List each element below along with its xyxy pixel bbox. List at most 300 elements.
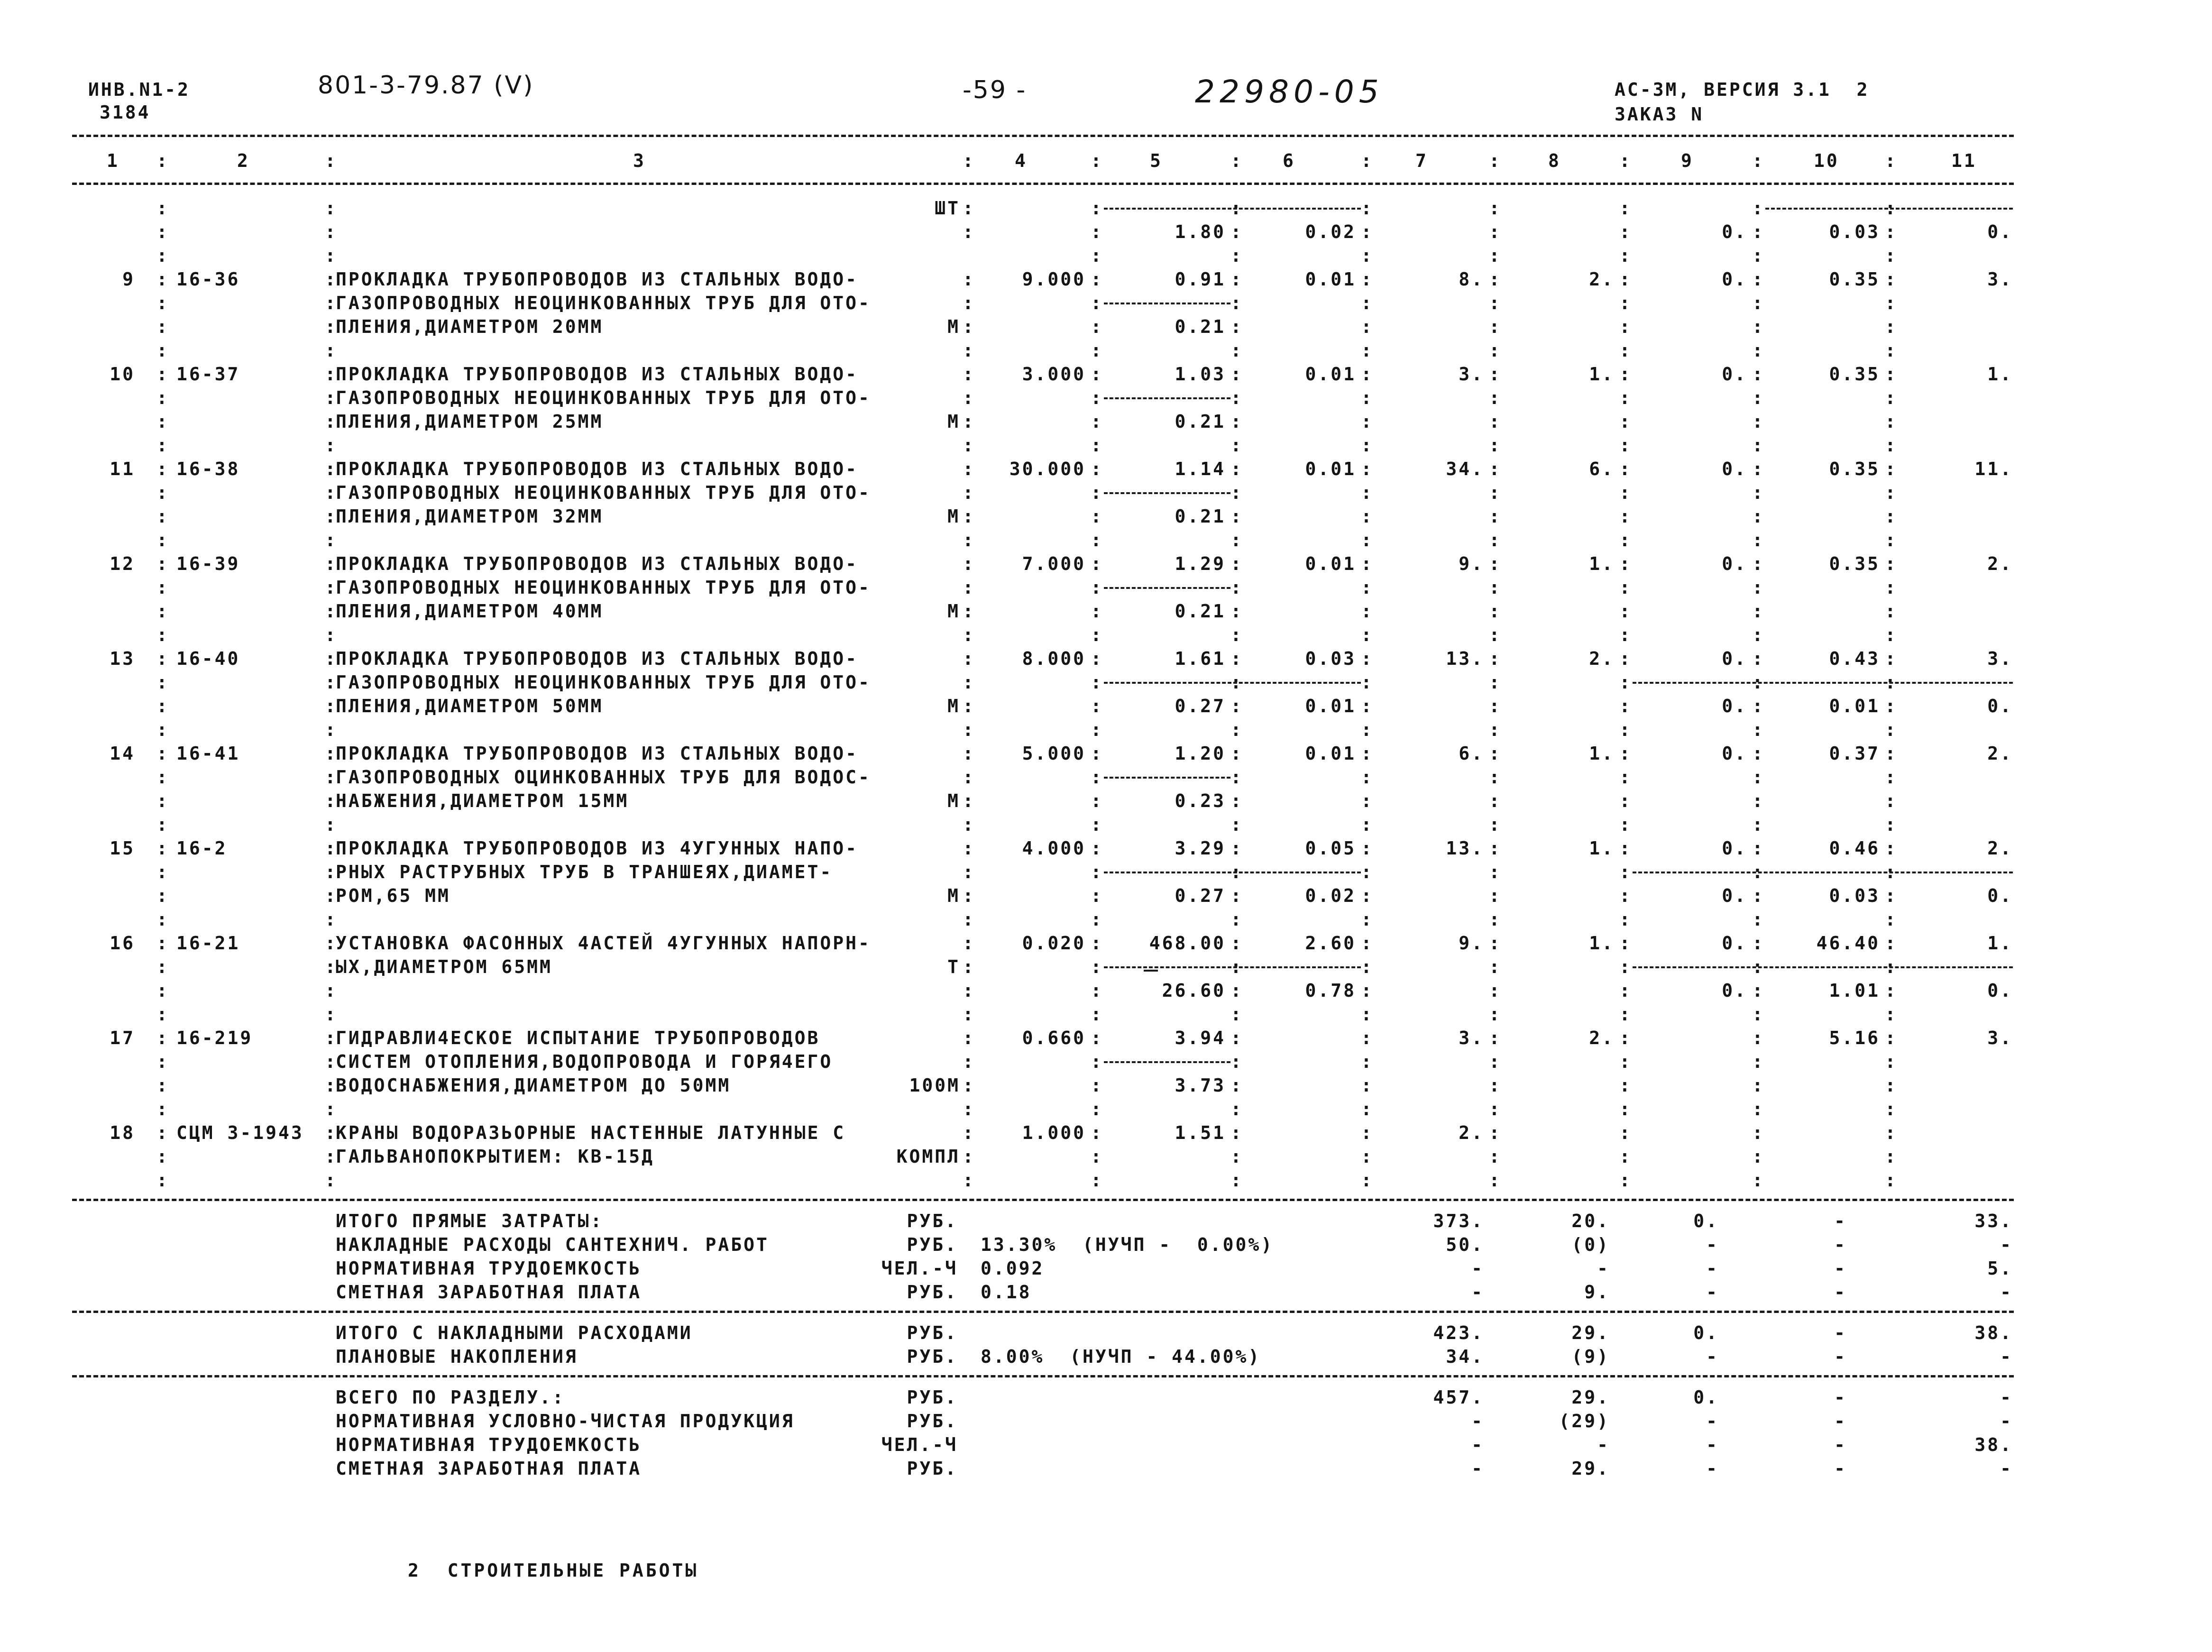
version-label: АС-3М, ВЕРСИЯ 3.1 2 bbox=[1615, 79, 1870, 100]
column-separator: : bbox=[1885, 696, 1898, 716]
document-number: 22980-05 bbox=[1195, 73, 1384, 110]
column-separator: : bbox=[1361, 1051, 1374, 1072]
column-separator: : bbox=[1361, 506, 1374, 527]
column-separator: : bbox=[156, 577, 169, 598]
column-separator: : bbox=[1361, 150, 1374, 171]
column-separator: : bbox=[1091, 648, 1103, 669]
column-separator: : bbox=[1361, 767, 1374, 788]
column-separator: : bbox=[1885, 530, 1898, 551]
column-separator: : bbox=[156, 387, 169, 408]
column-separator: : bbox=[963, 553, 975, 574]
total-machine: 0. bbox=[1693, 1211, 1719, 1231]
column-separator: : bbox=[325, 767, 338, 788]
column-separator: : bbox=[1230, 672, 1243, 693]
column-separator: : bbox=[963, 221, 975, 242]
labor-unit: 0.35 bbox=[1829, 553, 1880, 574]
column-separator: : bbox=[1885, 648, 1898, 669]
column-separator: : bbox=[1619, 387, 1632, 408]
labor-total: - bbox=[2000, 1282, 2013, 1303]
item-description: ГАЗОПРОВОДНЫХ НЕОЦИНКОВАННЫХ ТРУБ ДЛЯ ОТО- bbox=[336, 387, 871, 408]
column-separator: : bbox=[1489, 838, 1502, 859]
cell-divider bbox=[1104, 1061, 1230, 1063]
column-separator: : bbox=[1752, 221, 1765, 242]
column-separator: : bbox=[1885, 672, 1898, 693]
labor-total: 38. bbox=[1974, 1322, 2013, 1343]
total-machine: 0. bbox=[1722, 364, 1747, 385]
total-cost: 9. bbox=[1459, 933, 1484, 954]
column-separator: : bbox=[1885, 245, 1898, 266]
column-separator: : bbox=[325, 885, 338, 906]
machine-wage: 0.02 bbox=[1305, 885, 1356, 906]
labor-total-b: 0. bbox=[1987, 885, 2013, 906]
quantity: 5.000 bbox=[1022, 743, 1086, 764]
column-number: 9 bbox=[1681, 150, 1694, 171]
column-separator: : bbox=[325, 316, 338, 337]
direct-costs-label: ИТОГО ПРЯМЫЕ ЗАТРАТЫ: bbox=[336, 1211, 604, 1231]
cell-divider bbox=[1104, 872, 1361, 873]
column-separator: : bbox=[1489, 956, 1502, 977]
column-separator: : bbox=[963, 719, 975, 740]
column-separator: : bbox=[1091, 672, 1103, 693]
column-separator: : bbox=[1619, 553, 1632, 574]
column-separator: : bbox=[1752, 316, 1765, 337]
column-separator: : bbox=[1361, 956, 1374, 977]
column-separator: : bbox=[1230, 885, 1243, 906]
column-separator: : bbox=[1885, 909, 1898, 930]
column-separator: : bbox=[1361, 743, 1374, 764]
column-separator: : bbox=[156, 601, 169, 622]
column-separator: : bbox=[1619, 340, 1632, 361]
total-machine: 0. bbox=[1722, 459, 1747, 479]
labor-total: 3. bbox=[1987, 269, 2013, 290]
machine-cost: 0.01 bbox=[1305, 459, 1356, 479]
column-separator: : bbox=[1885, 506, 1898, 527]
column-separator: : bbox=[325, 387, 338, 408]
unit-label: РУБ. bbox=[907, 1282, 958, 1303]
item-description: ПРОКЛАДКА ТРУБОПРОВОДОВ ИЗ СТАЛЬНЫХ ВОДО- bbox=[336, 364, 858, 385]
item-description: УСТАНОВКА ФАСОННЫХ 4АСТЕЙ 4УГУННЫХ НАПОРН- bbox=[336, 933, 871, 954]
column-separator: : bbox=[1619, 198, 1632, 219]
column-separator: : bbox=[1752, 1004, 1765, 1025]
total-wage: (29) bbox=[1559, 1411, 1610, 1432]
column-separator: : bbox=[325, 814, 338, 835]
column-separator: : bbox=[1091, 838, 1103, 859]
column-separator: : bbox=[1752, 364, 1765, 385]
column-separator: : bbox=[1619, 435, 1632, 456]
item-description: ПЛЕНИЯ,ДИАМЕТРОМ 20ММ bbox=[336, 316, 604, 337]
column-separator: : bbox=[1361, 364, 1374, 385]
column-separator: : bbox=[1091, 719, 1103, 740]
column-separator: : bbox=[1752, 1028, 1765, 1048]
total-cost: 3. bbox=[1459, 1028, 1484, 1048]
total-machine: - bbox=[1706, 1411, 1719, 1432]
column-separator: : bbox=[1230, 933, 1243, 954]
column-separator: : bbox=[963, 316, 975, 337]
column-separator: : bbox=[1885, 719, 1898, 740]
column-separator: : bbox=[1752, 601, 1765, 622]
machine-cost: 2.60 bbox=[1305, 933, 1356, 954]
column-separator: : bbox=[963, 838, 975, 859]
item-description: ПЛЕНИЯ,ДИАМЕТРОМ 50ММ bbox=[336, 696, 604, 716]
column-separator: : bbox=[963, 150, 975, 171]
column-separator: : bbox=[1489, 1028, 1502, 1048]
column-separator: : bbox=[1885, 482, 1898, 503]
column-separator: : bbox=[1489, 672, 1502, 693]
column-separator: : bbox=[1091, 790, 1103, 811]
column-separator: : bbox=[1752, 933, 1765, 954]
item-number: 17 bbox=[110, 1028, 135, 1048]
column-separator: : bbox=[156, 435, 169, 456]
item-number: 18 bbox=[110, 1122, 135, 1143]
column-separator: : bbox=[1091, 1028, 1103, 1048]
column-number: 6 bbox=[1283, 150, 1295, 171]
column-separator: : bbox=[1230, 1122, 1243, 1143]
column-separator: : bbox=[1885, 743, 1898, 764]
unit-label: КОМПЛ bbox=[896, 1146, 960, 1167]
column-separator: : bbox=[1885, 387, 1898, 408]
labor-total: 3. bbox=[1987, 1028, 2013, 1048]
item-number: 12 bbox=[110, 553, 135, 574]
column-separator: : bbox=[1091, 221, 1103, 242]
column-separator: : bbox=[1091, 269, 1103, 290]
column-separator: : bbox=[1230, 1075, 1243, 1096]
unit-cost: 1.61 bbox=[1175, 648, 1226, 669]
column-separator: : bbox=[1489, 198, 1502, 219]
item-number: 15 bbox=[110, 838, 135, 859]
column-separator: : bbox=[1489, 245, 1502, 266]
column-separator: : bbox=[1091, 340, 1103, 361]
column-separator: : bbox=[963, 885, 975, 906]
column-separator: : bbox=[963, 956, 975, 977]
column-separator: : bbox=[1230, 411, 1243, 432]
item-code: 16-38 bbox=[176, 459, 240, 479]
direct-costs-label: СМЕТНАЯ ЗАРАБОТНАЯ ПЛАТА bbox=[336, 1282, 642, 1303]
column-separator: : bbox=[1489, 909, 1502, 930]
column-separator: : bbox=[1091, 293, 1103, 313]
column-separator: : bbox=[1230, 743, 1243, 764]
total-wage: 9. bbox=[1584, 1282, 1610, 1303]
total-cost: 6. bbox=[1459, 743, 1484, 764]
section-totals-label: ВСЕГО ПО РАЗДЕЛУ.: bbox=[336, 1387, 565, 1408]
column-separator: : bbox=[1619, 150, 1632, 171]
column-separator: : bbox=[1619, 482, 1632, 503]
item-description: ПЛЕНИЯ,ДИАМЕТРОМ 32ММ bbox=[336, 506, 604, 527]
column-header-rule bbox=[72, 183, 2014, 185]
item-code: 16-40 bbox=[176, 648, 240, 669]
column-separator: : bbox=[963, 672, 975, 693]
item-description: ГАЗОПРОВОДНЫХ НЕОЦИНКОВАННЫХ ТРУБ ДЛЯ ОТО- bbox=[336, 482, 871, 503]
column-separator: : bbox=[1361, 577, 1374, 598]
column-separator: : bbox=[1091, 1146, 1103, 1167]
labor-total: - bbox=[2000, 1458, 2013, 1479]
column-separator: : bbox=[1885, 814, 1898, 835]
labor-total: 1. bbox=[1987, 364, 2013, 385]
column-separator: : bbox=[1752, 909, 1765, 930]
column-separator: : bbox=[325, 1004, 338, 1025]
column-separator: : bbox=[1230, 980, 1243, 1001]
header-rule bbox=[72, 135, 2014, 137]
column-separator: : bbox=[1230, 648, 1243, 669]
column-separator: : bbox=[1619, 743, 1632, 764]
item-description: СИСТЕМ ОТОПЛЕНИЯ,ВОДОПРОВОДА И ГОРЯ4ЕГО bbox=[336, 1051, 833, 1072]
total-cost: 373. bbox=[1433, 1211, 1484, 1231]
total-machine: 0. bbox=[1722, 933, 1747, 954]
total-wage: 1. bbox=[1589, 933, 1615, 954]
column-separator: : bbox=[156, 1099, 169, 1120]
column-separator: : bbox=[1489, 553, 1502, 574]
column-separator: : bbox=[1230, 553, 1243, 574]
labor-total: 2. bbox=[1987, 553, 2013, 574]
column-separator: : bbox=[325, 933, 338, 954]
column-separator: : bbox=[156, 293, 169, 313]
column-separator: : bbox=[963, 814, 975, 835]
labor-total-b: 0. bbox=[1987, 980, 2013, 1001]
column-separator: : bbox=[1489, 1051, 1502, 1072]
column-separator: : bbox=[963, 767, 975, 788]
column-separator: : bbox=[1091, 459, 1103, 479]
column-separator: : bbox=[1752, 198, 1765, 219]
column-separator: : bbox=[1885, 885, 1898, 906]
column-separator: : bbox=[1752, 885, 1765, 906]
cell-value: 0.03 bbox=[1829, 221, 1880, 242]
total-machine-wage: 0. bbox=[1722, 980, 1747, 1001]
column-separator: : bbox=[1361, 340, 1374, 361]
column-separator: : bbox=[1091, 506, 1103, 527]
quantity: 8.000 bbox=[1022, 648, 1086, 669]
column-separator: : bbox=[1091, 909, 1103, 930]
cell-value: 1.80 bbox=[1175, 221, 1226, 242]
column-separator: : bbox=[156, 696, 169, 716]
labor-unit: 0.35 bbox=[1829, 459, 1880, 479]
item-description: ГИДРАВЛИ4ЕСКОЕ ИСПЫТАНИЕ ТРУБОПРОВОДОВ bbox=[336, 1028, 820, 1048]
column-separator: : bbox=[963, 293, 975, 313]
column-separator: : bbox=[963, 1122, 975, 1143]
total-machine-wage: 0. bbox=[1722, 885, 1747, 906]
column-separator: : bbox=[1885, 624, 1898, 645]
section-heading: 2 СТРОИТЕЛЬНЫЕ РАБОТЫ bbox=[408, 1560, 699, 1581]
item-number: 16 bbox=[110, 933, 135, 954]
item-description: ПРОКЛАДКА ТРУБОПРОВОДОВ ИЗ 4УГУННЫХ НАПО- bbox=[336, 838, 858, 859]
item-number: 11 bbox=[110, 459, 135, 479]
column-separator: : bbox=[1619, 980, 1632, 1001]
column-separator: : bbox=[1361, 459, 1374, 479]
column-separator: : bbox=[1091, 956, 1103, 977]
column-separator: : bbox=[325, 980, 338, 1001]
column-separator: : bbox=[1361, 316, 1374, 337]
item-code: 16-41 bbox=[176, 743, 240, 764]
quantity: 0.020 bbox=[1022, 933, 1086, 954]
column-separator: : bbox=[1230, 624, 1243, 645]
column-separator: : bbox=[1230, 293, 1243, 313]
column-separator: : bbox=[1885, 1099, 1898, 1120]
column-separator: : bbox=[1230, 956, 1243, 977]
column-separator: : bbox=[1619, 1004, 1632, 1025]
column-separator: : bbox=[963, 743, 975, 764]
column-separator: : bbox=[156, 150, 169, 171]
column-separator: : bbox=[156, 1004, 169, 1025]
column-separator: : bbox=[1091, 530, 1103, 551]
item-description: ПЛЕНИЯ,ДИАМЕТРОМ 40ММ bbox=[336, 601, 604, 622]
cell-divider bbox=[1104, 587, 1230, 589]
column-separator: : bbox=[156, 1028, 169, 1048]
column-number: 10 bbox=[1814, 150, 1839, 171]
column-separator: : bbox=[963, 1170, 975, 1191]
column-separator: : bbox=[1361, 198, 1374, 219]
column-separator: : bbox=[325, 648, 338, 669]
column-separator: : bbox=[1885, 364, 1898, 385]
column-separator: : bbox=[1091, 577, 1103, 598]
wage-cost: 3.73 bbox=[1175, 1075, 1226, 1096]
column-separator: : bbox=[325, 577, 338, 598]
column-separator: : bbox=[1619, 506, 1632, 527]
unit-label: РУБ. bbox=[907, 1411, 958, 1432]
column-separator: : bbox=[1619, 624, 1632, 645]
total-cost: 2. bbox=[1459, 1122, 1484, 1143]
labor-unit: 0.35 bbox=[1829, 364, 1880, 385]
column-separator: : bbox=[963, 696, 975, 716]
column-separator: : bbox=[325, 838, 338, 859]
column-separator: : bbox=[1361, 293, 1374, 313]
column-separator: : bbox=[1091, 245, 1103, 266]
column-separator: : bbox=[1752, 1170, 1765, 1191]
item-code: 16-21 bbox=[176, 933, 240, 954]
column-separator: : bbox=[1619, 1099, 1632, 1120]
column-separator: : bbox=[1361, 1146, 1374, 1167]
column-separator: : bbox=[1489, 482, 1502, 503]
column-separator: : bbox=[1091, 411, 1103, 432]
column-separator: : bbox=[1885, 933, 1898, 954]
column-separator: : bbox=[1752, 340, 1765, 361]
item-code: 16-36 bbox=[176, 269, 240, 290]
labor-total: - bbox=[2000, 1346, 2013, 1367]
column-separator: : bbox=[1361, 530, 1374, 551]
cell-divider bbox=[1104, 777, 1230, 779]
column-separator: : bbox=[1489, 1146, 1502, 1167]
total-machine: 0. bbox=[1722, 838, 1747, 859]
column-separator: : bbox=[963, 790, 975, 811]
total-machine: - bbox=[1706, 1234, 1719, 1255]
unit-label: РУБ. bbox=[907, 1346, 958, 1367]
column-separator: : bbox=[156, 245, 169, 266]
column-separator: : bbox=[1230, 459, 1243, 479]
column-separator: : bbox=[1619, 696, 1632, 716]
column-separator: : bbox=[156, 530, 169, 551]
column-separator: : bbox=[1752, 387, 1765, 408]
unit-label: 100М bbox=[909, 1075, 960, 1096]
labor-total: 2. bbox=[1987, 743, 2013, 764]
column-separator: : bbox=[1489, 862, 1502, 882]
unit-cost: 0.91 bbox=[1175, 269, 1226, 290]
column-separator: : bbox=[1361, 435, 1374, 456]
cell-divider bbox=[1104, 966, 1361, 968]
project-code: 801-3-79.87 (V) bbox=[318, 71, 534, 100]
labor-unit-b: 0.03 bbox=[1829, 885, 1880, 906]
column-separator: : bbox=[1489, 530, 1502, 551]
total-machine-wage: 0. bbox=[1722, 696, 1747, 716]
labor-unit: 0.46 bbox=[1829, 838, 1880, 859]
column-separator: : bbox=[1489, 767, 1502, 788]
item-description: ПРОКЛАДКА ТРУБОПРОВОДОВ ИЗ СТАЛЬНЫХ ВОДО- bbox=[336, 553, 858, 574]
column-separator: : bbox=[325, 150, 338, 171]
total-wage: 1. bbox=[1589, 364, 1615, 385]
column-separator: : bbox=[156, 364, 169, 385]
column-separator: : bbox=[1885, 150, 1898, 171]
column-separator: : bbox=[1091, 1170, 1103, 1191]
column-separator: : bbox=[1752, 838, 1765, 859]
cell-divider bbox=[1633, 682, 2013, 684]
column-separator: : bbox=[1619, 956, 1632, 977]
column-separator: : bbox=[156, 956, 169, 977]
machine-wage: 0.78 bbox=[1305, 980, 1356, 1001]
column-separator: : bbox=[1752, 482, 1765, 503]
labor-total-b: 0. bbox=[1987, 696, 2013, 716]
unit-label: РУБ. bbox=[907, 1387, 958, 1408]
column-separator: : bbox=[1489, 980, 1502, 1001]
column-separator: : bbox=[1619, 862, 1632, 882]
total-wage: 1. bbox=[1589, 838, 1615, 859]
column-separator: : bbox=[156, 198, 169, 219]
column-separator: : bbox=[156, 1122, 169, 1143]
item-description: ЫХ,ДИАМЕТРОМ 65ММ bbox=[336, 956, 552, 977]
column-separator: : bbox=[1619, 790, 1632, 811]
column-separator: : bbox=[156, 767, 169, 788]
unit-label: РУБ. bbox=[907, 1458, 958, 1479]
item-description: КРАНЫ ВОДОРАЗЬОРНЫЕ НАСТЕННЫЕ ЛАТУННЫЕ С bbox=[336, 1122, 846, 1143]
direct-costs-label: НОРМАТИВНАЯ ТРУДОЕМКОСТЬ bbox=[336, 1258, 642, 1279]
unit-cost: 3.94 bbox=[1175, 1028, 1226, 1048]
column-separator: : bbox=[963, 364, 975, 385]
item-description: РНЫХ РАСТРУБНЫХ ТРУБ В ТРАНШЕЯХ,ДИАМЕТ- bbox=[336, 862, 833, 882]
item-description: НАБЖЕНИЯ,ДИАМЕТРОМ 15ММ bbox=[336, 790, 629, 811]
column-separator: : bbox=[1091, 743, 1103, 764]
overhead-totals-label: ИТОГО С НАКЛАДНЫМИ РАСХОДАМИ bbox=[336, 1322, 693, 1343]
column-separator: : bbox=[1752, 980, 1765, 1001]
item-description: РОМ,65 ММ bbox=[336, 885, 450, 906]
column-separator: : bbox=[1091, 316, 1103, 337]
column-separator: : bbox=[325, 245, 338, 266]
total-machine: - bbox=[1706, 1346, 1719, 1367]
labor-total: 11. bbox=[1974, 459, 2013, 479]
item-description: ВОДОСНАБЖЕНИЯ,ДИАМЕТРОМ ДО 50ММ bbox=[336, 1075, 731, 1096]
column-separator: : bbox=[1091, 482, 1103, 503]
column-separator: : bbox=[325, 482, 338, 503]
column-number: 5 bbox=[1150, 150, 1163, 171]
column-separator: : bbox=[1361, 885, 1374, 906]
item-number: 13 bbox=[110, 648, 135, 669]
column-number: 2 bbox=[237, 150, 250, 171]
column-separator: : bbox=[325, 696, 338, 716]
direct-costs-rate: 13.30% (НУЧП - 0.00%) bbox=[981, 1234, 1274, 1255]
column-separator: : bbox=[1091, 1099, 1103, 1120]
column-separator: : bbox=[1489, 1004, 1502, 1025]
column-separator: : bbox=[1885, 1122, 1898, 1143]
item-number: 14 bbox=[110, 743, 135, 764]
inventory-number: 3184 bbox=[100, 102, 151, 123]
column-separator: : bbox=[325, 1028, 338, 1048]
unit-label: ЧЕЛ.-Ч bbox=[881, 1258, 958, 1279]
column-separator: : bbox=[1752, 862, 1765, 882]
column-separator: : bbox=[1091, 1004, 1103, 1025]
column-separator: : bbox=[325, 1170, 338, 1191]
machine-cost: 0.01 bbox=[1305, 743, 1356, 764]
total-wage: 29. bbox=[1571, 1458, 1610, 1479]
column-separator: : bbox=[1619, 1028, 1632, 1048]
total-machine: - bbox=[1706, 1434, 1719, 1455]
column-separator: : bbox=[1752, 1122, 1765, 1143]
column-separator: : bbox=[1091, 198, 1103, 219]
machine-wage: 0.01 bbox=[1305, 696, 1356, 716]
column-separator: : bbox=[1091, 767, 1103, 788]
